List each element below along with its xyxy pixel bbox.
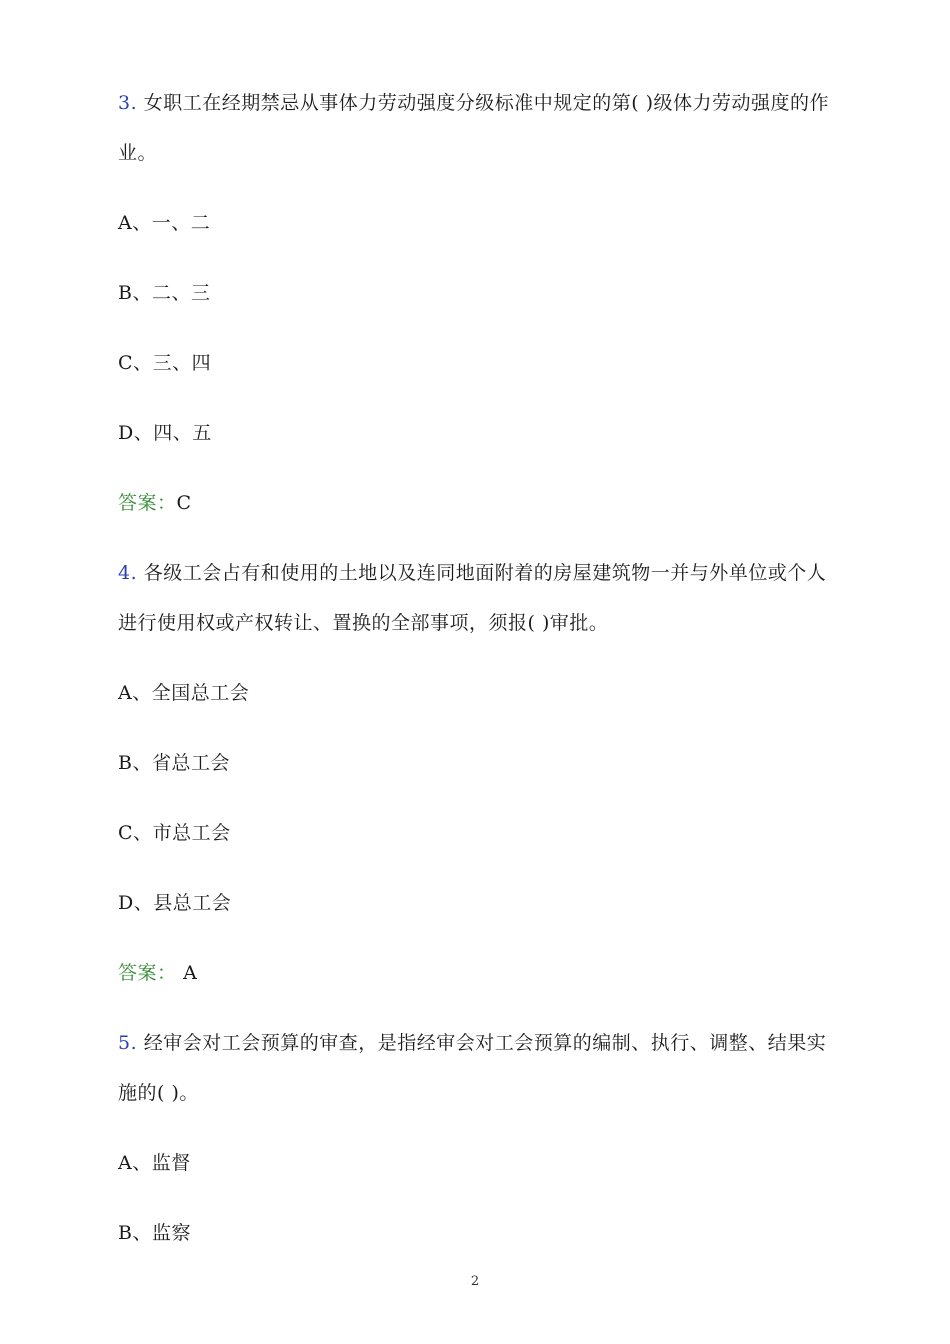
question-4-option-d: [118, 890, 231, 916]
option-separator: 、: [132, 282, 152, 304]
option-letter: B: [118, 752, 133, 774]
question-4-option-a: [118, 680, 249, 706]
option-text: 三、四: [152, 352, 212, 374]
page-number: 2: [470, 1274, 480, 1289]
option-separator: 、: [133, 422, 154, 444]
question-number-separator: .: [130, 92, 138, 114]
option-text: 监督: [151, 1152, 191, 1174]
question-3-answer: [118, 490, 192, 516]
option-letter: C: [118, 352, 134, 374]
question-3-stem-line-1: [118, 90, 829, 116]
question-4-option-c: [118, 820, 231, 846]
option-text: 市总工会: [152, 822, 231, 844]
question-3-option-d: [118, 420, 212, 446]
answer-label: 答案：: [118, 962, 177, 984]
option-separator: 、: [133, 352, 153, 374]
option-separator: 、: [133, 892, 154, 914]
question-3-option-c: [118, 350, 211, 376]
question-stem-text: 施的( )。: [118, 1082, 199, 1104]
option-separator: 、: [133, 822, 153, 844]
question-number: 5: [118, 1032, 131, 1054]
question-4-option-b: [118, 750, 230, 776]
answer-value: A: [183, 962, 198, 984]
option-text: 省总工会: [151, 752, 230, 774]
question-number-separator: .: [130, 562, 138, 584]
option-separator: 、: [132, 1222, 152, 1244]
option-text: 全国总工会: [151, 682, 250, 704]
option-letter: B: [118, 282, 133, 304]
question-number-separator: .: [130, 1032, 138, 1054]
option-letter: C: [118, 822, 134, 844]
question-number: 4: [118, 562, 131, 584]
question-5-stem-line-2: [118, 1080, 199, 1106]
option-text: 监察: [151, 1222, 191, 1244]
question-5-option-b: [118, 1220, 191, 1246]
question-3-option-a: [118, 210, 210, 236]
question-stem-text: 女职工在经期禁忌从事体力劳动强度分级标准中规定的第( )级体力劳动强度的作: [143, 92, 830, 114]
question-stem-text: 业。: [118, 142, 158, 164]
option-separator: 、: [132, 212, 152, 234]
option-letter: D: [118, 422, 134, 444]
question-stem-text: 进行使用权或产权转让、置换的全部事项，须报( )审批。: [118, 612, 609, 634]
answer-label: 答案：: [118, 492, 177, 514]
question-5-stem-line-1: [118, 1030, 826, 1056]
question-4-answer: [118, 960, 197, 986]
option-text: 二、三: [151, 282, 211, 304]
option-text: 一、二: [151, 212, 211, 234]
option-letter: D: [118, 892, 134, 914]
question-4-stem-line-1: [118, 560, 826, 586]
option-text: 县总工会: [153, 892, 232, 914]
option-letter: A: [118, 1152, 133, 1174]
question-stem-text: 经审会对工会预算的审查，是指经审会对工会预算的编制、执行、调整、结果实: [143, 1032, 827, 1054]
answer-value: C: [176, 492, 192, 514]
option-letter: A: [118, 682, 133, 704]
question-4-stem-line-2: [118, 610, 608, 636]
option-letter: B: [118, 1222, 133, 1244]
question-3-option-b: [118, 280, 211, 306]
question-number: 3: [118, 92, 131, 114]
question-3-stem-line-2: [118, 140, 157, 166]
option-separator: 、: [132, 682, 152, 704]
question-stem-text: 各级工会占有和使用的土地以及连同地面附着的房屋建筑物一并与外单位或个人: [143, 562, 827, 584]
option-text: 四、五: [153, 422, 212, 444]
question-5-option-a: [118, 1150, 191, 1176]
option-separator: 、: [132, 1152, 152, 1174]
option-letter: A: [118, 212, 133, 234]
option-separator: 、: [132, 752, 152, 774]
